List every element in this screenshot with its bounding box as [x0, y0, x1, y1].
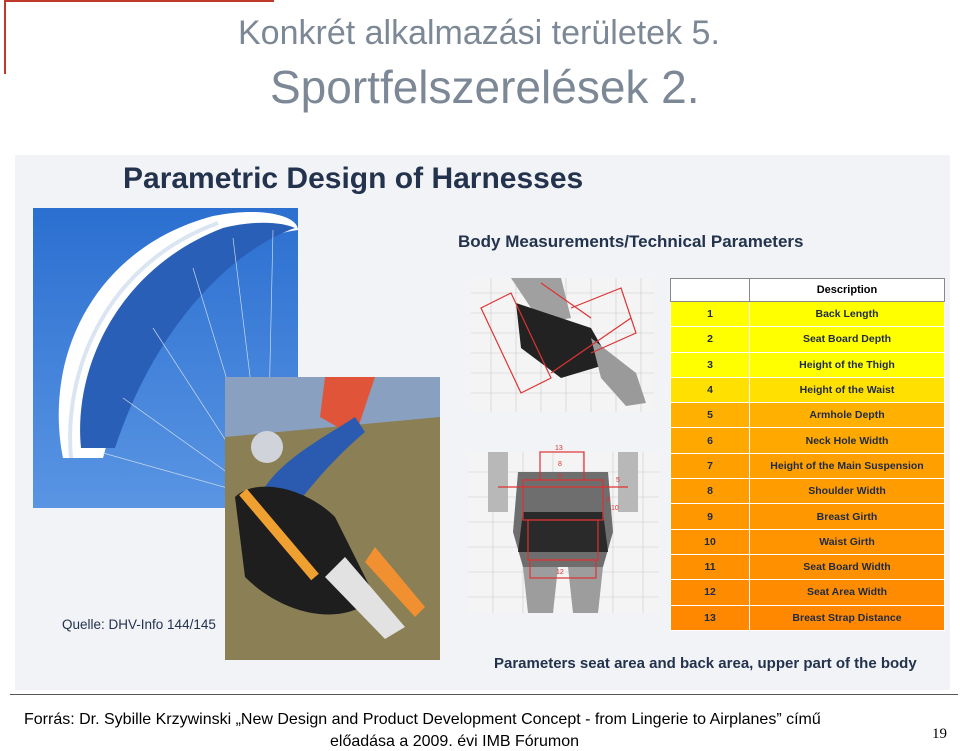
page-number: 19 [932, 726, 947, 742]
slide-title-line2: Sportfelszerelések 2. [270, 61, 700, 113]
harness-front-view [468, 445, 659, 613]
table-row [671, 327, 945, 352]
source-line2: előadása a 2009. évi IMB Fórumon [330, 733, 580, 750]
table-row [671, 554, 945, 579]
diagram-label-10: 10 [611, 505, 619, 512]
parameter-description: Seat Board Width [750, 554, 945, 579]
parameter-description: Back Length [750, 302, 945, 327]
parameter-number: 4 [671, 377, 750, 402]
corner-accent [4, 0, 274, 74]
table-row [671, 377, 945, 402]
table-row [671, 352, 945, 377]
table-row [671, 453, 945, 478]
footer-divider [10, 694, 958, 695]
parameter-description: Breast Strap Distance [750, 605, 945, 630]
slide-title-line1: Konkrét alkalmazási területek 5. [238, 14, 720, 52]
table-row [671, 479, 945, 504]
source-line1: Forrás: Dr. Sybille Krzywinski „New Design and Product Development Concept - from Lingerie to Airplanes” című [24, 711, 821, 728]
diagram-label-12: 12 [556, 569, 564, 576]
diagram-label-13: 13 [555, 445, 563, 452]
parameter-number: 7 [671, 453, 750, 478]
parameter-number: 3 [671, 352, 750, 377]
parameter-description: Seat Area Width [750, 580, 945, 605]
diagram-label-8: 8 [558, 461, 562, 468]
parameter-number: 12 [671, 580, 750, 605]
table-row [671, 580, 945, 605]
parameter-number: 10 [671, 529, 750, 554]
diagram-label-5: 5 [616, 477, 620, 484]
parameter-number: 9 [671, 504, 750, 529]
table-row [671, 504, 945, 529]
parameter-description: Armhole Depth [750, 403, 945, 428]
parameter-description: Height of the Waist [750, 377, 945, 402]
table-header-row [671, 279, 945, 302]
table-row [671, 302, 945, 327]
table-row [671, 605, 945, 630]
parameter-description: Seat Board Depth [750, 327, 945, 352]
table-row [671, 529, 945, 554]
parameter-number: 5 [671, 403, 750, 428]
table-header-description: Description [750, 279, 945, 302]
parameter-number: 13 [671, 605, 750, 630]
parameter-number: 1 [671, 302, 750, 327]
diagram-label-9: 9 [606, 497, 610, 504]
parameter-description: Neck Hole Width [750, 428, 945, 453]
parameters-table [670, 278, 945, 631]
table-row [671, 428, 945, 453]
parameter-number: 2 [671, 327, 750, 352]
table-row [671, 403, 945, 428]
figure-footnote: Parameters seat area and back area, upper part of the body [494, 655, 917, 672]
figure-subtitle: Body Measurements/Technical Parameters [458, 232, 804, 251]
parameter-description: Height of the Thigh [750, 352, 945, 377]
figure-title: Parametric Design of Harnesses [123, 162, 584, 195]
table-header-number [671, 279, 750, 302]
parameter-description: Height of the Main Suspension [750, 453, 945, 478]
parameter-description: Breast Girth [750, 504, 945, 529]
parameter-number: 6 [671, 428, 750, 453]
parameter-description: Waist Girth [750, 529, 945, 554]
figure-source: Quelle: DHV-Info 144/145 [62, 617, 216, 632]
diagram-label-6: 6 [558, 473, 562, 480]
pilot-photo [225, 377, 440, 660]
harness-side-view [471, 278, 654, 412]
parameter-number: 11 [671, 554, 750, 579]
parameter-number: 8 [671, 479, 750, 504]
parameter-description: Shoulder Width [750, 479, 945, 504]
